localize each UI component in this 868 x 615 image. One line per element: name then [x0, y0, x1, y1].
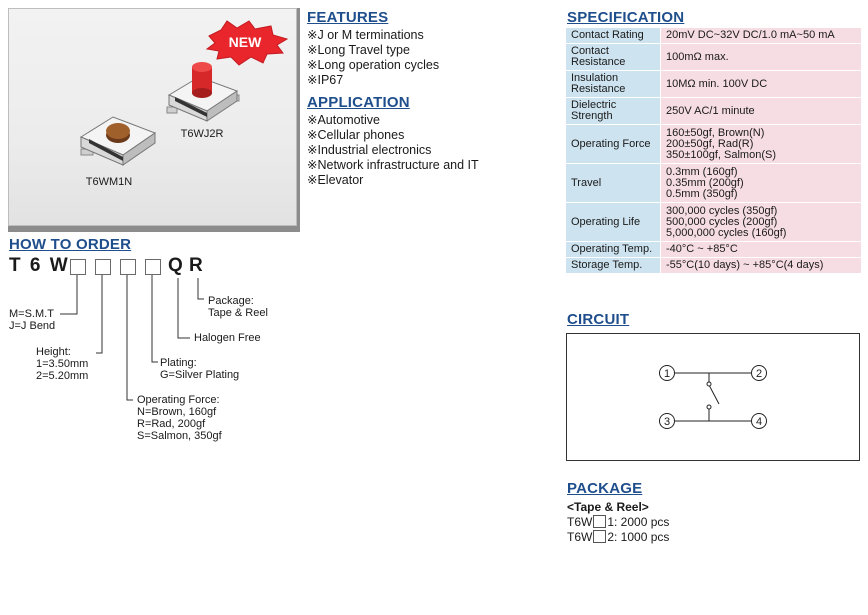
spec-row [566, 164, 861, 202]
spec-value: -55°C(10 days) ~ +85°C(4 days) [661, 258, 861, 273]
circuit-diagram-box [566, 333, 860, 461]
spec-value: 250V AC/1 minute [661, 98, 861, 124]
package-line-2 [567, 530, 669, 544]
feature-item: ※Long operation cycles [307, 58, 440, 72]
feature-item: ※J or M terminations [307, 28, 424, 42]
spec-value: 20mV DC~32V DC/1.0 mA~50 mA [661, 28, 861, 43]
spec-key: Contact Rating [566, 28, 660, 43]
features-list [307, 28, 439, 88]
package-qty: 2: 1000 pcs [607, 530, 670, 544]
order-halogen-note: Halogen Free [194, 332, 261, 344]
spec-key: Insulation Resistance [566, 71, 660, 97]
package-subtitle: <Tape & Reel> [567, 500, 649, 514]
spec-key: Storage Temp. [566, 258, 660, 273]
package-prefix: T6W [567, 515, 593, 529]
spec-row [566, 242, 861, 257]
svg-text:NEW: NEW [228, 34, 262, 50]
svg-text:4: 4 [755, 416, 763, 428]
svg-text:1: 1 [663, 368, 671, 380]
spec-row [566, 258, 861, 273]
package-heading: PACKAGE [567, 480, 643, 497]
svg-text:T6WM1N: T6WM1N [85, 176, 133, 188]
order-code-package: R [189, 255, 205, 276]
application-heading: APPLICATION [307, 94, 410, 111]
feature-item: ※Long Travel type [307, 43, 410, 57]
application-list [307, 113, 479, 188]
order-force-note: Operating Force: N=Brown, 160gf R=Rad, 200gf S=Salmon, 350gf [137, 394, 222, 442]
specification-heading: SPECIFICATION [567, 9, 685, 26]
spec-row [566, 98, 861, 124]
spec-key: Operating Life [566, 203, 660, 241]
package-box [593, 530, 606, 543]
order-height-note: Height: 1=3.50mm 2=5.20mm [36, 346, 89, 382]
features-heading: FEATURES [307, 9, 389, 26]
spec-row [566, 71, 861, 97]
circuit-heading: CIRCUIT [567, 311, 630, 328]
svg-text:3: 3 [663, 416, 671, 428]
circuit-diagram [567, 334, 859, 460]
package-prefix: T6W [567, 530, 593, 544]
svg-text:T6WJ2R: T6WJ2R [180, 128, 224, 140]
application-item: ※Cellular phones [307, 128, 405, 142]
spec-key: Dielectric Strength [566, 98, 660, 124]
order-code-halogen: Q [168, 255, 185, 276]
spec-key: Operating Temp. [566, 242, 660, 257]
how-to-order-heading: HOW TO ORDER [9, 236, 132, 253]
spec-row [566, 28, 861, 43]
spec-row [566, 44, 861, 70]
spec-value: 160±50gf, Brown(N) 200±50gf, Rad(R) 350±100gf, Salmon(S) [661, 125, 861, 163]
order-leader-lines [0, 0, 300, 450]
application-item: ※Automotive [307, 113, 381, 127]
order-plating-note: Plating: G=Silver Plating [160, 357, 240, 381]
package-qty: 1: 2000 pcs [607, 515, 670, 529]
svg-text:2: 2 [755, 368, 763, 380]
spec-key: Travel [566, 164, 660, 202]
order-package-note: Package: Tape & Reel [208, 295, 268, 319]
spec-row [566, 203, 861, 241]
application-item: ※Network infrastructure and IT [307, 158, 479, 172]
spec-value: 100mΩ max. [661, 44, 861, 70]
package-line-1 [567, 515, 669, 529]
spec-value: 0.3mm (160gf) 0.35mm (200gf) 0.5mm (350gf) [661, 164, 861, 202]
specification-table [565, 27, 862, 274]
application-item: ※Industrial electronics [307, 143, 432, 157]
spec-value: -40°C ~ +85°C [661, 242, 861, 257]
spec-key: Contact Resistance [566, 44, 660, 70]
application-item: ※Elevator [307, 173, 364, 187]
order-code-prefix: T 6 W [9, 255, 70, 276]
spec-value: 300,000 cycles (350gf) 500,000 cycles (200gf) 5,000,000 cycles (160gf) [661, 203, 861, 241]
feature-item: ※IP67 [307, 73, 344, 87]
spec-value: 10MΩ min. 100V DC [661, 71, 861, 97]
spec-key: Operating Force [566, 125, 660, 163]
order-terminal-note: M=S.M.T J=J Bend [9, 308, 56, 332]
package-box [593, 515, 606, 528]
spec-row [566, 125, 861, 163]
